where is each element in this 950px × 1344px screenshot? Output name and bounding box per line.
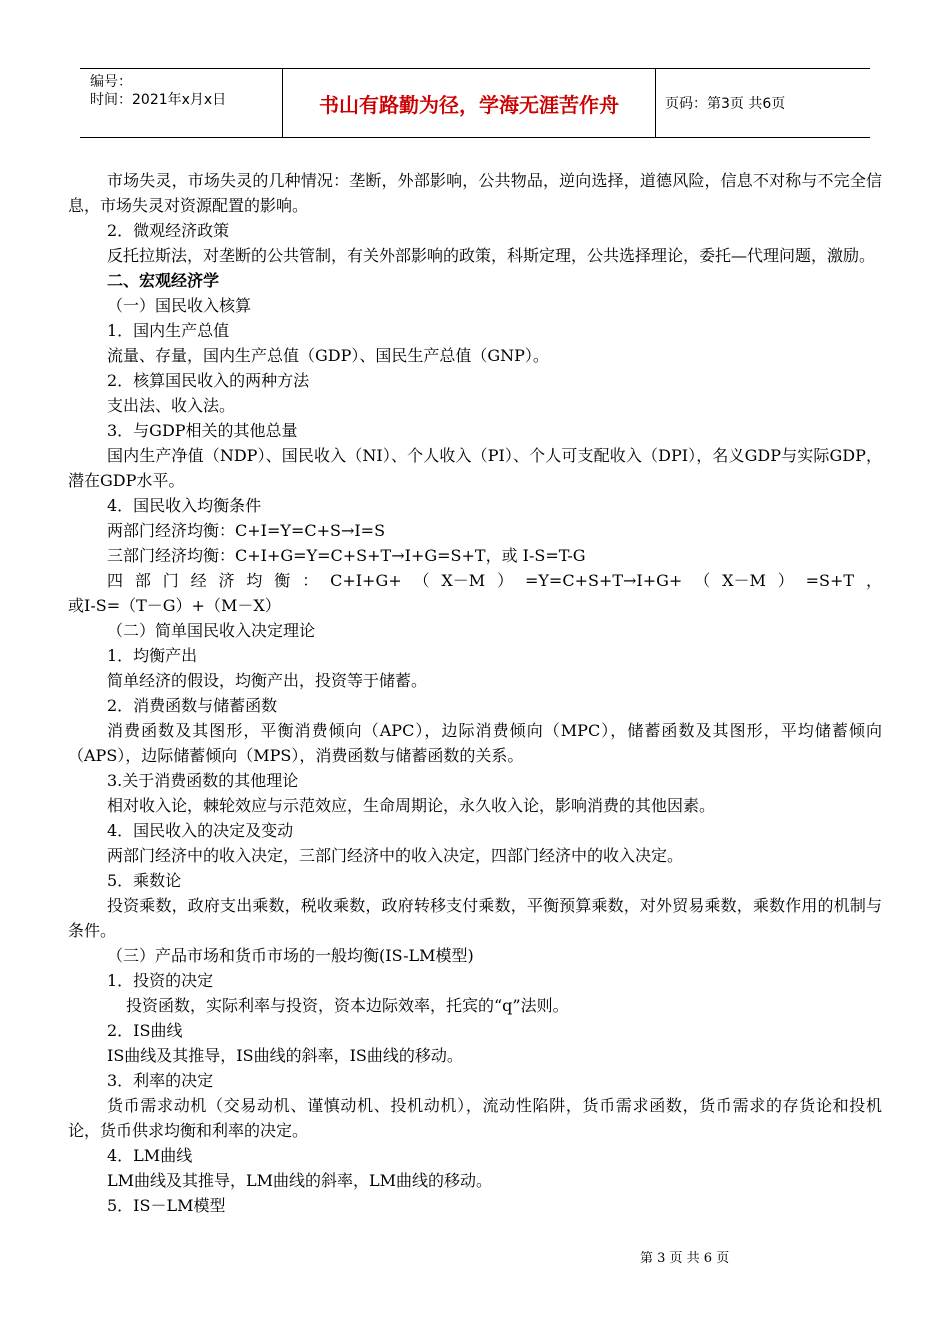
- paragraph: 投资乘数，政府支出乘数，税收乘数，政府转移支付乘数，平衡预算乘数，对外贸易乘数，乘数作用的机制与条件。: [68, 896, 882, 940]
- paragraph: 四部门经济均衡：C+I+G+（X－M）=Y=C+S+T→I+G+（X－M）=S+T，: [107, 571, 882, 590]
- page-footer: 第 3 页 共 6 页: [640, 1251, 730, 1266]
- subheading: 2．核算国民收入的两种方法: [107, 371, 310, 390]
- paragraph: 或I-S=（T－G）+（M－X）: [68, 596, 281, 615]
- subheading: 5．IS－LM模型: [107, 1196, 226, 1215]
- subsection-heading: （一）国民收入核算: [107, 296, 252, 315]
- subheading: 4．国民收入均衡条件: [107, 496, 262, 515]
- subheading: 3．与GDP相关的其他总量: [107, 421, 298, 440]
- subheading: 1．投资的决定: [107, 971, 214, 990]
- paragraph: 市场失灵，市场失灵的几种情况：垄断，外部影响，公共物品，逆向选择，道德风险，信息不对称与不完全信息，市场失灵对资源配置的影响。: [68, 171, 882, 215]
- header-motto: 书山有路勤为径，学海无涯苦作舟: [283, 69, 656, 137]
- paragraph: 投资函数，实际利率与投资，资本边际效率，托宾的“q”法则。: [126, 996, 569, 1015]
- paragraph: 两部门经济中的收入决定，三部门经济中的收入决定，四部门经济中的收入决定。: [107, 846, 684, 865]
- paragraph: 两部门经济均衡：C+I=Y=C+S→I=S: [107, 521, 386, 540]
- paragraph: 三部门经济均衡：C+I+G=Y=C+S+T→I+G=S+T，或 I-S=T-G: [107, 546, 586, 565]
- header-meta: [80, 69, 283, 137]
- subheading: 2．微观经济政策: [107, 221, 230, 240]
- header-page-info: 页码：第3页 共6页: [665, 96, 786, 112]
- subheading: 3.关于消费函数的其他理论: [107, 771, 299, 790]
- paragraph: 反托拉斯法，对垄断的公共管制，有关外部影响的政策，科斯定理，公共选择理论，委托—代理问题，激励。: [107, 246, 876, 265]
- subheading: 2．IS曲线: [107, 1021, 183, 1040]
- subheading: 3．利率的决定: [107, 1071, 214, 1090]
- document-body: [68, 168, 882, 1218]
- subheading: 5．乘数论: [107, 871, 182, 890]
- subheading: 4．LM曲线: [107, 1146, 193, 1165]
- subsection-heading: （三）产品市场和货币市场的一般均衡(IS-LM模型): [107, 946, 474, 965]
- section-heading: 二、宏观经济学: [107, 271, 220, 290]
- subheading: 4．国民收入的决定及变动: [107, 821, 294, 840]
- paragraph: 相对收入论，棘轮效应与示范效应，生命周期论，永久收入论，影响消费的其他因素。: [107, 796, 716, 815]
- paragraph: 支出法、收入法。: [107, 396, 236, 415]
- paragraph: LM曲线及其推导，LM曲线的斜率，LM曲线的移动。: [107, 1171, 493, 1190]
- subheading: 1．国内生产总值: [107, 321, 230, 340]
- header-time: 时间：2021年x月x日: [90, 92, 227, 108]
- paragraph: 国内生产净值（NDP）、国民收入（NI）、个人收入（PI）、个人可支配收入（DPI），名义GDP与实际GDP，潜在GDP水平。: [68, 446, 882, 490]
- paragraph: 流量、存量，国内生产总值（GDP）、国民生产总值（GNP）。: [107, 346, 549, 365]
- paragraph: 简单经济的假设，均衡产出，投资等于储蓄。: [107, 671, 428, 690]
- subheading: 1．均衡产出: [107, 646, 198, 665]
- paragraph: 货币需求动机（交易动机、谨慎动机、投机动机），流动性陷阱，货币需求函数，货币需求的存货论和投机论，货币供求均衡和利率的决定。: [68, 1096, 882, 1140]
- paragraph: 消费函数及其图形，平衡消费倾向（APC），边际消费倾向（MPC），储蓄函数及其图形，平均储蓄倾向（APS），边际储蓄倾向（MPS），消费函数与储蓄函数的关系。: [68, 721, 882, 765]
- subsection-heading: （二）简单国民收入决定理论: [107, 621, 316, 640]
- page-header: [80, 68, 870, 138]
- paragraph: IS曲线及其推导，IS曲线的斜率，IS曲线的移动。: [107, 1046, 463, 1065]
- header-number: 编号：: [90, 74, 132, 90]
- subheading: 2．消费函数与储蓄函数: [107, 696, 278, 715]
